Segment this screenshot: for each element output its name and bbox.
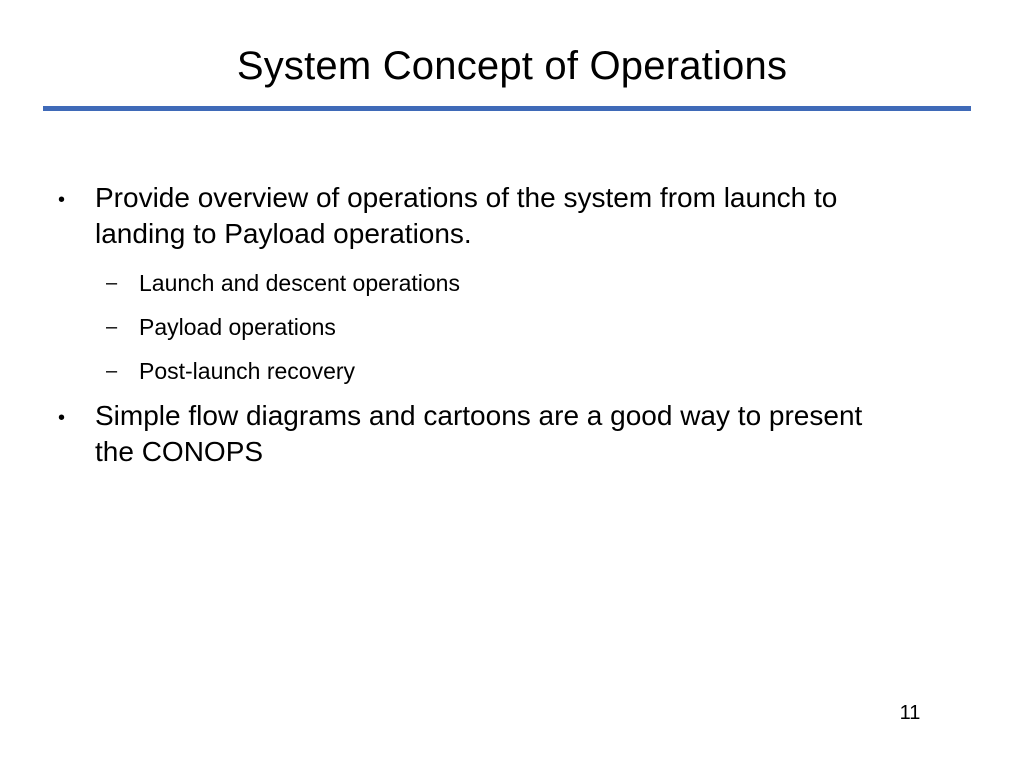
dash-marker-icon: – <box>106 272 118 294</box>
sub-item-text: Post-launch recovery <box>139 358 356 384</box>
title-underline-rule <box>43 106 971 111</box>
bullet-text-line-1: Provide overview of operations of the system from launch to <box>95 182 838 213</box>
bullet-text-line-2: landing to Payload operations. <box>95 218 472 249</box>
page-number: 11 <box>899 702 921 724</box>
bullet-marker-icon: • <box>58 189 66 211</box>
dash-marker-icon: – <box>106 360 118 382</box>
dash-marker-icon: – <box>106 316 118 338</box>
sub-item-text: Payload operations <box>139 314 336 340</box>
slide-title: System Concept of Operations <box>236 44 788 88</box>
bullet-marker-icon: • <box>58 407 66 429</box>
bullet-text-line-2: the CONOPS <box>95 436 264 467</box>
bullet-text-line-1: Simple flow diagrams and cartoons are a good way to present <box>95 400 863 431</box>
sub-item-text: Launch and descent operations <box>139 270 460 296</box>
